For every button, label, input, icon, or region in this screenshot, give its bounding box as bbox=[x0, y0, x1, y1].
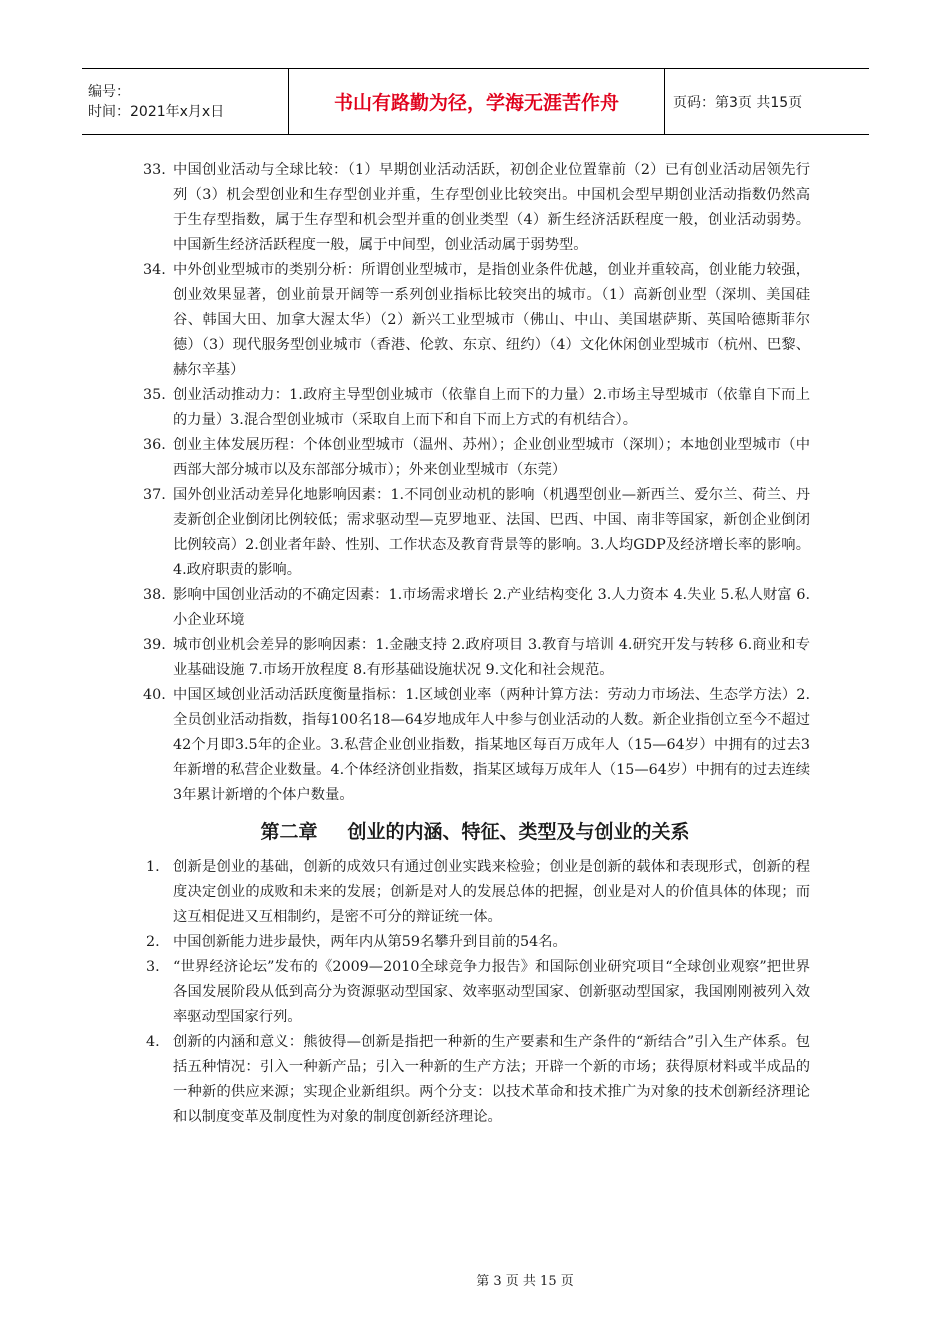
list-item-text: 中外创业型城市的类别分析：所谓创业型城市，是指创业条件优越，创业并重较高，创业能力较强，创业效果显著，创业前景开阔等一系列创业指标比较突出的城市。（1）高新创业型（深圳、美国硅谷、韩国大田、加拿大渥太华）（2）新兴工业型城市（佛山、中山、美国堪萨斯、英国哈德斯菲尔德）（3）现代服务型创业城市（香港、伦敦、东京、纽约）（4）文化休闲创业型城市（杭州、巴黎、赫尔辛基） bbox=[173, 262, 810, 378]
list-item-number: 33. bbox=[143, 162, 166, 178]
list-item-text: 创业活动推动力：1.政府主导型创业城市（依靠自上而下的力量）2.市场主导型城市（依靠自下而上的力量）3.混合型创业城市（采取自上而下和自下而上方式的有机结合）。 bbox=[173, 387, 810, 428]
list-item bbox=[0, 583, 950, 633]
list-item-text: 影响中国创业活动的不确定因素：1.市场需求增长 2.产业结构变化 3.人力资本 4.失业 5.私人财富 6.小企业环境 bbox=[173, 587, 810, 628]
list-item bbox=[0, 383, 950, 433]
list-item bbox=[0, 930, 950, 955]
list-item-number: 1. bbox=[146, 859, 160, 875]
list-item bbox=[0, 158, 950, 258]
document-body bbox=[0, 158, 950, 1130]
list-item-number: 36. bbox=[143, 437, 166, 453]
list-item-text: 中国创新能力进步最快，两年内从第59名攀升到目前的54名。 bbox=[173, 934, 567, 950]
list-item-number: 39. bbox=[143, 637, 166, 653]
page-footer: 第 3 页 共 15 页 bbox=[476, 1274, 574, 1289]
chapter-title: 创业的内涵、特征、类型及与创业的关系 bbox=[347, 821, 690, 843]
list-item-text: “世界经济论坛”发布的《2009—2010全球竞争力报告》和国际创业研究项目“全球创业观察”把世界各国发展阶段从低到高分为资源驱动型国家、效率驱动型国家、创新驱动型国家，我国刚刚被列入效率驱动型国家行列。 bbox=[173, 959, 810, 1025]
section-list-2 bbox=[0, 855, 950, 1130]
list-item-number: 40. bbox=[143, 687, 166, 703]
list-item-number: 34. bbox=[143, 262, 166, 278]
list-item bbox=[0, 633, 950, 683]
list-item bbox=[0, 433, 950, 483]
list-item bbox=[0, 483, 950, 583]
time-label: 时间：2021年x月x日 bbox=[88, 103, 225, 120]
list-item-number: 38. bbox=[143, 587, 166, 603]
list-item-number: 37. bbox=[143, 487, 166, 503]
list-item-text: 创新是创业的基础，创新的成效只有通过创业实践来检验；创业是创新的载体和表现形式，创新的程度决定创业的成败和未来的发展；创新是对人的发展总体的把握，创业是对人的价值具体的体现；而这互相促进又互相制约，是密不可分的辩证统一体。 bbox=[173, 859, 810, 925]
header-motto: 书山有路勤为径，学海无涯苦作舟 bbox=[289, 69, 665, 135]
list-item bbox=[0, 683, 950, 808]
list-item-text: 创新的内涵和意义：熊彼得—创新是指把一种新的生产要素和生产条件的“新结合”引入生产体系。包括五种情况：引入一种新产品；引入一种新的生产方法；开辟一个新的市场；获得原材料或半成品的一种新的供应来源；实现企业新组织。两个分支：以技术革命和技术推广为对象的技术创新经济理论和以制度变革及制度性为对象的制度创新经济理论。 bbox=[173, 1034, 810, 1125]
number-label: 编号： bbox=[88, 83, 130, 100]
list-item-number: 35. bbox=[143, 387, 166, 403]
list-item-text: 创业主体发展历程：个体创业型城市（温州、苏州）；企业创业型城市（深圳）；本地创业型城市（中西部大部分城市以及东部部分城市）；外来创业型城市（东莞） bbox=[173, 437, 810, 478]
list-item-text: 城市创业机会差异的影响因素：1.金融支持 2.政府项目 3.教育与培训 4.研究开发与转移 6.商业和专业基础设施 7.市场开放程度 8.有形基础设施状况 9.文化和社会规范。 bbox=[173, 637, 810, 678]
list-item-number: 4. bbox=[146, 1034, 160, 1050]
chapter-number: 第二章 bbox=[260, 821, 318, 843]
list-item bbox=[0, 955, 950, 1030]
list-item-text: 国外创业活动差异化地影响因素：1.不同创业动机的影响（机遇型创业—新西兰、爱尔兰、荷兰、丹麦新创企业倒闭比例较低；需求驱动型—克罗地亚、法国、巴西、中国、南非等国家，新创企业倒闭比例较高）2.创业者年龄、性别、工作状态及教育背景等的影响。3.人均GDP及经济增长率的影响。4.政府职责的影响。 bbox=[173, 487, 810, 578]
section-list-1 bbox=[0, 158, 950, 808]
list-item-number: 3. bbox=[146, 959, 160, 975]
header-meta bbox=[82, 69, 289, 135]
list-item-text: 中国区域创业活动活跃度衡量指标：1.区域创业率（两种计算方法：劳动力市场法、生态学方法）2.全员创业活动指数，指每100名18—64岁地成年人中参与创业活动的人数。新企业指创立至今不超过42个月即3.5年的企业。3.私营企业创业指数，指某地区每百万成年人（15—64岁）中拥有的过去3年新增的私营企业数量。4.个体经济创业指数，指某区域每万成年人（15—64岁）中拥有的过去连续3年累计新增的个体户数量。 bbox=[173, 687, 810, 803]
list-item bbox=[0, 1030, 950, 1130]
chapter-heading bbox=[0, 817, 950, 847]
list-item-text: 中国创业活动与全球比较：（1）早期创业活动活跃，初创企业位置靠前（2）已有创业活动居领先行列（3）机会型创业和生存型创业并重，生存型创业比较突出。中国机会型早期创业活动指数仍然高于生存型指数，属于生存型和机会型并重的创业类型（4）新生经济活跃程度一般，创业活动弱势。中国新生经济活跃程度一般，属于中间型，创业活动属于弱势型。 bbox=[173, 162, 810, 253]
list-item-number: 2. bbox=[146, 934, 160, 950]
header-page-label: 页码：第3页 共15页 bbox=[673, 94, 803, 111]
list-item bbox=[0, 855, 950, 930]
list-item bbox=[0, 258, 950, 383]
page-header bbox=[82, 68, 869, 135]
